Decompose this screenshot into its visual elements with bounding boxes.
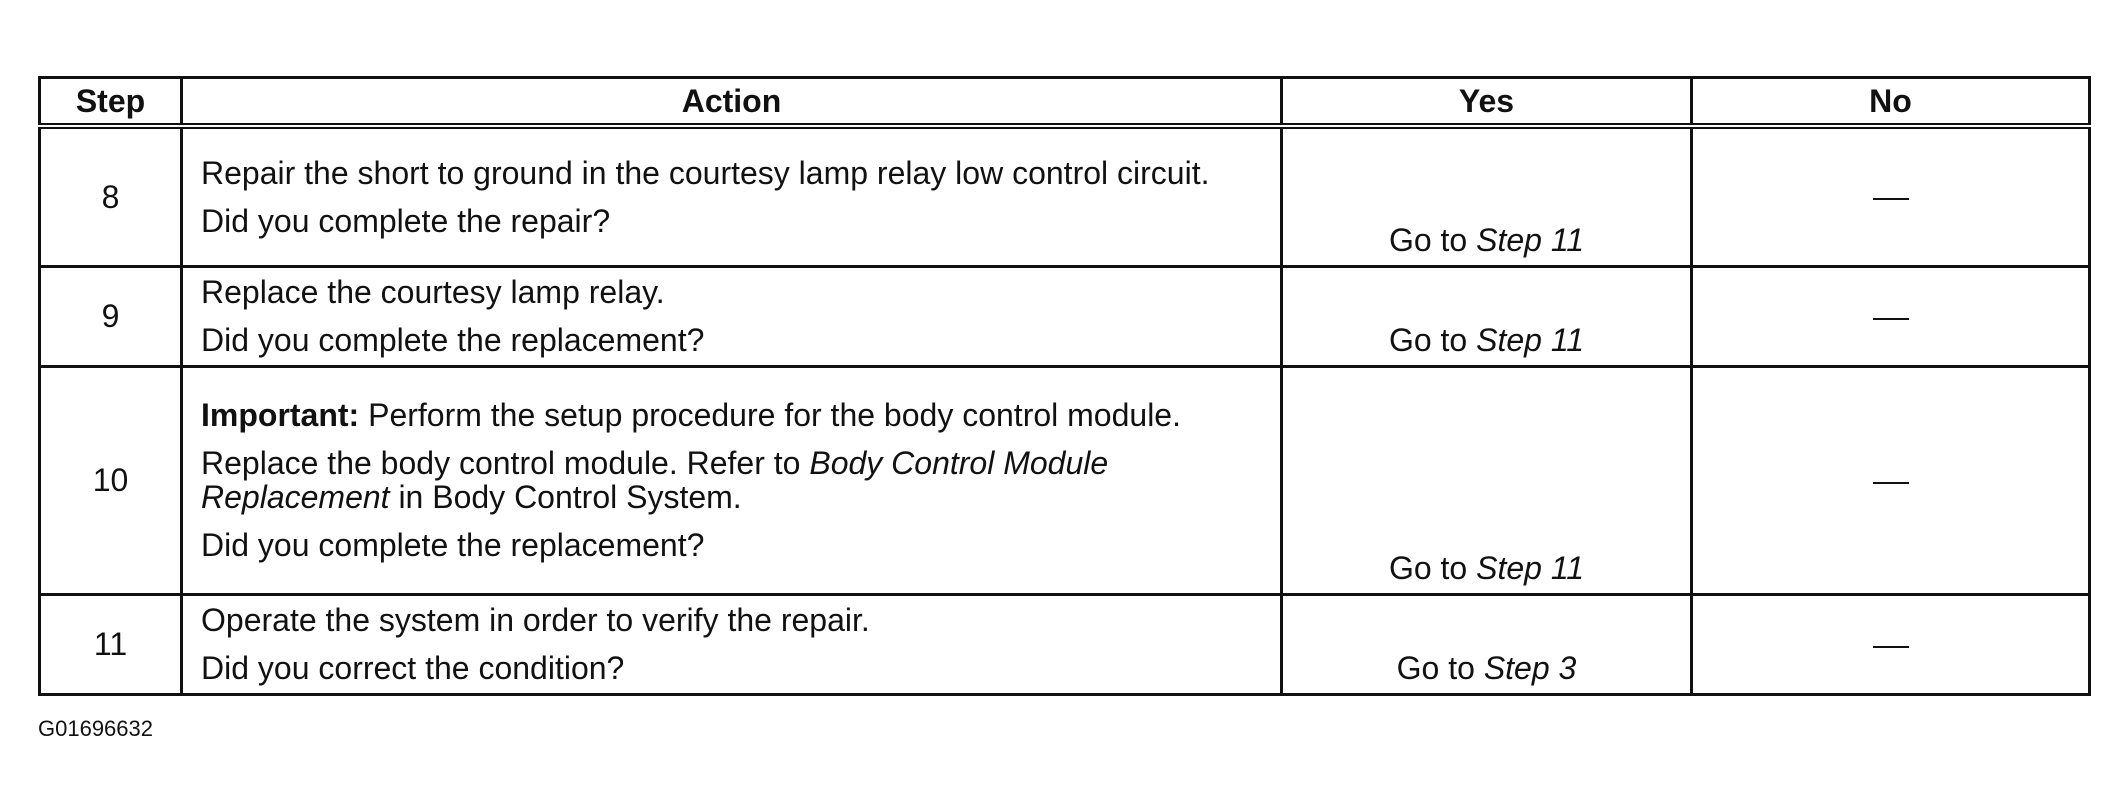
yes-step-link[interactable]: Step 11 (1476, 549, 1585, 586)
action-text-lead: Replace the body control module. Refer to (201, 445, 810, 481)
action-question: Did you complete the repair? (201, 202, 611, 239)
action-question: Did you correct the condition? (201, 650, 625, 686)
action-question: Did you complete the replacement? (201, 527, 705, 563)
header-yes: Yes (1282, 78, 1692, 127)
step-number: 10 (40, 366, 182, 594)
header-no: No (1692, 78, 2090, 127)
action-cell (182, 126, 1282, 266)
yes-prefix: Go to (1396, 649, 1484, 686)
action-cell (182, 366, 1282, 594)
important-text: Perform the setup procedure for the body control module. (359, 397, 1181, 433)
action-question: Did you complete the replacement? (201, 322, 705, 358)
no-dash (1873, 482, 1909, 484)
header-step: Step (40, 78, 182, 127)
table-header-row (40, 78, 2090, 127)
yes-cell (1282, 366, 1692, 594)
action-text: Replace the courtesy lamp relay. (201, 274, 665, 310)
table-row (40, 266, 2090, 366)
reference-link[interactable]: Body Control Module Replacement (201, 445, 1109, 515)
table-row (40, 594, 2090, 694)
no-dash (1873, 198, 1909, 200)
action-important (201, 398, 1266, 432)
yes-prefix: Go to (1388, 321, 1477, 358)
step-number: 11 (40, 594, 182, 694)
action-text: Repair the short to ground in the courtesy lamp relay low control circuit. (201, 154, 1210, 191)
no-dash (1873, 646, 1909, 648)
action-text-tail: in Body Control System. (389, 479, 742, 515)
action-text (201, 446, 1266, 514)
yes-cell (1282, 594, 1692, 694)
yes-prefix: Go to (1388, 549, 1477, 586)
yes-cell (1282, 126, 1692, 266)
no-cell (1692, 366, 2090, 594)
diagnostic-table (38, 76, 2091, 696)
table-row (40, 366, 2090, 594)
diagnostic-table-container (38, 76, 2088, 696)
yes-prefix: Go to (1388, 221, 1477, 258)
action-cell (182, 594, 1282, 694)
yes-step-link[interactable]: Step 11 (1476, 221, 1585, 258)
important-label: Important: (201, 397, 360, 433)
no-cell (1692, 126, 2090, 266)
no-dash (1873, 318, 1909, 320)
no-cell (1692, 594, 2090, 694)
table-row (40, 126, 2090, 266)
action-text: Operate the system in order to verify the repair. (201, 602, 870, 638)
yes-step-link[interactable]: Step 3 (1483, 649, 1577, 686)
figure-id: G01696632 (38, 716, 153, 741)
action-cell (182, 266, 1282, 366)
no-cell (1692, 266, 2090, 366)
yes-cell (1282, 266, 1692, 366)
header-action: Action (182, 78, 1282, 127)
step-number: 9 (40, 266, 182, 366)
yes-step-link[interactable]: Step 11 (1476, 321, 1585, 358)
step-number: 8 (40, 126, 182, 266)
